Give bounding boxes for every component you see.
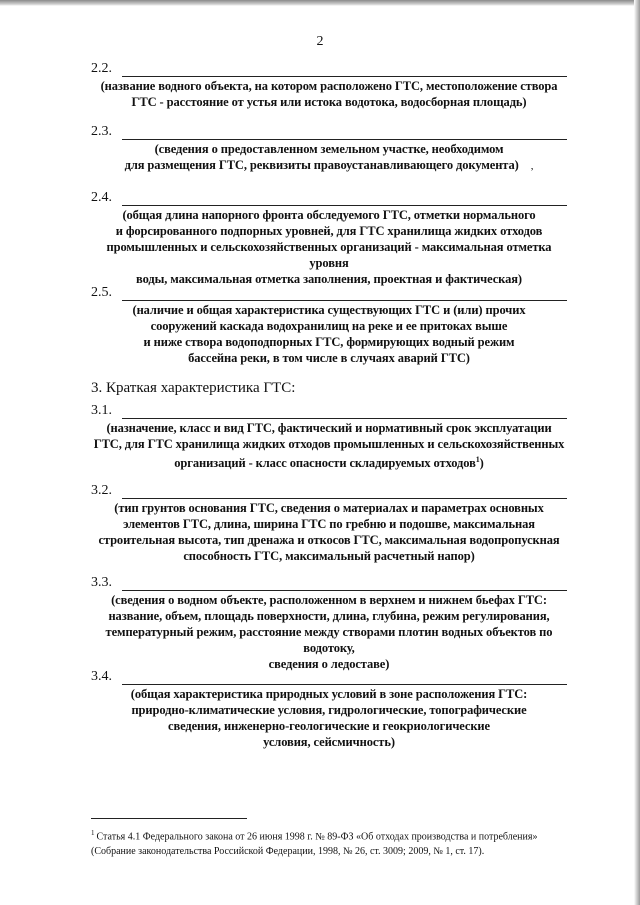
footnote-reference: 1 (475, 455, 480, 464)
description-line: название, объем, площадь поверхности, длина, глубина, режим регулирования, (108, 609, 550, 623)
stray-mark: , (530, 160, 534, 172)
item-3-1 (91, 403, 567, 471)
fill-in-line (122, 76, 567, 77)
item-number: 3.2. (91, 483, 112, 498)
footnote-separator (91, 818, 247, 819)
footnote-line (91, 826, 611, 844)
item-description (91, 500, 567, 564)
footnote-line: (Собрание законодательства Российской Федерации, 1998, № 26, ст. 3009; 2009, № 1, ст. 17). (91, 846, 485, 858)
description-line: (общая характеристика природных условий в зоне расположения ГТС: (130, 687, 528, 701)
description-line: ГТС - расстояние от устья или истока водотока, водосборная площадь) (131, 95, 527, 109)
fill-in-line (122, 139, 567, 140)
item-number: 2.2. (91, 61, 112, 76)
description-line: (сведения о предоставленном земельном участке, необходимом (154, 142, 504, 156)
item-description (91, 78, 567, 110)
item-3-3 (91, 575, 567, 672)
fill-in-line (122, 590, 567, 591)
item-2-2 (91, 61, 567, 110)
item-2-3 (91, 124, 567, 174)
scan-edge-top (0, 0, 640, 6)
item-number: 3.3. (91, 575, 112, 590)
item-number: 2.4. (91, 190, 112, 205)
footnote-mark: 1 (91, 829, 95, 837)
description-line: (сведения о водном объекте, расположенном в верхнем и нижнем бьефах ГТС: (111, 593, 547, 607)
description-line: сведения, инженерно-геологические и геокриологические (168, 719, 490, 733)
description-line: (наличие и общая характеристика существующих ГТС и (или) прочих (132, 303, 526, 317)
description-line-text: для размещения ГТС, реквизиты правоустанавливающего документа) (124, 158, 519, 172)
description-line: способность ГТС, максимальный расчетный напор) (183, 549, 475, 563)
item-number: 2.5. (91, 285, 112, 300)
description-line: (название водного объекта, на котором расположено ГТС, местоположение створа (100, 79, 558, 93)
footnote-text: Статья 4.1 Федерального закона от 26 июня 1998 г. № 89-ФЗ «Об отходах производства и потребления» (96, 831, 538, 843)
description-line (91, 452, 567, 471)
fill-in-line (122, 205, 567, 206)
item-3-4 (91, 669, 567, 750)
description-line: условия, сейсмичность) (263, 735, 395, 749)
description-line: природно-климатические условия, гидрологические, топографические (131, 703, 527, 717)
description-line: (назначение, класс и вид ГТС, фактический и нормативный срок эксплуатации (106, 421, 552, 435)
description-line: промышленных и сельскохозяйственных организаций - максимальная отметка уровня (106, 240, 552, 270)
description-line: строительная высота, тип дренажа и откосов ГТС, максимальная водопропускная (98, 533, 560, 547)
fill-in-line (122, 684, 567, 685)
description-line: (тип грунтов основания ГТС, сведения о материалах и параметрах основных (114, 501, 544, 515)
item-description (91, 420, 567, 471)
item-2-5 (91, 285, 567, 366)
footnote (91, 826, 611, 859)
description-line: элементов ГТС, длина, ширина ГТС по гребню и подошве, максимальная (123, 517, 535, 531)
description-line: воды, максимальная отметка заполнения, проектная и фактическая) (136, 272, 522, 286)
item-2-4 (91, 190, 567, 287)
item-description (91, 592, 567, 672)
item-number: 2.3. (91, 124, 112, 139)
section-heading: 3. Краткая характеристика ГТС: (91, 380, 296, 396)
description-line-text: организаций - класс опасности складируемых отходов (174, 456, 476, 471)
description-line: сооружений каскада водохранилищ на реке и ее притоках выше (150, 319, 508, 333)
item-3-2 (91, 483, 567, 564)
item-description (91, 686, 567, 750)
page-number: 2 (316, 34, 324, 49)
description-line (91, 157, 567, 174)
fill-in-line (122, 418, 567, 419)
description-line: и форсированного подпорных уровней, для ГТС хранилища жидких отходов (115, 224, 543, 238)
description-line: бассейна реки, в том числе в случаях аварий ГТС) (188, 351, 470, 365)
item-number: 3.1. (91, 403, 112, 418)
description-line: и ниже створа водоподпорных ГТС, формирующих водный режим (143, 335, 515, 349)
item-description (91, 207, 567, 287)
fill-in-line (122, 300, 567, 301)
item-number: 3.4. (91, 669, 112, 684)
description-line: ГТС, для ГТС хранилища жидких отходов промышленных и сельскохозяйственных (93, 437, 565, 451)
closing-paren: ) (479, 456, 484, 471)
description-line: (общая длина напорного фронта обследуемого ГТС, отметки нормального (122, 208, 536, 222)
description-line: сведения о ледоставе) (268, 657, 390, 671)
scan-edge-right (634, 0, 640, 905)
description-line: температурный режим, расстояние между створами плотин водных объектов по водотоку, (105, 625, 553, 655)
fill-in-line (122, 498, 567, 499)
item-description (91, 141, 567, 174)
item-description (91, 302, 567, 366)
